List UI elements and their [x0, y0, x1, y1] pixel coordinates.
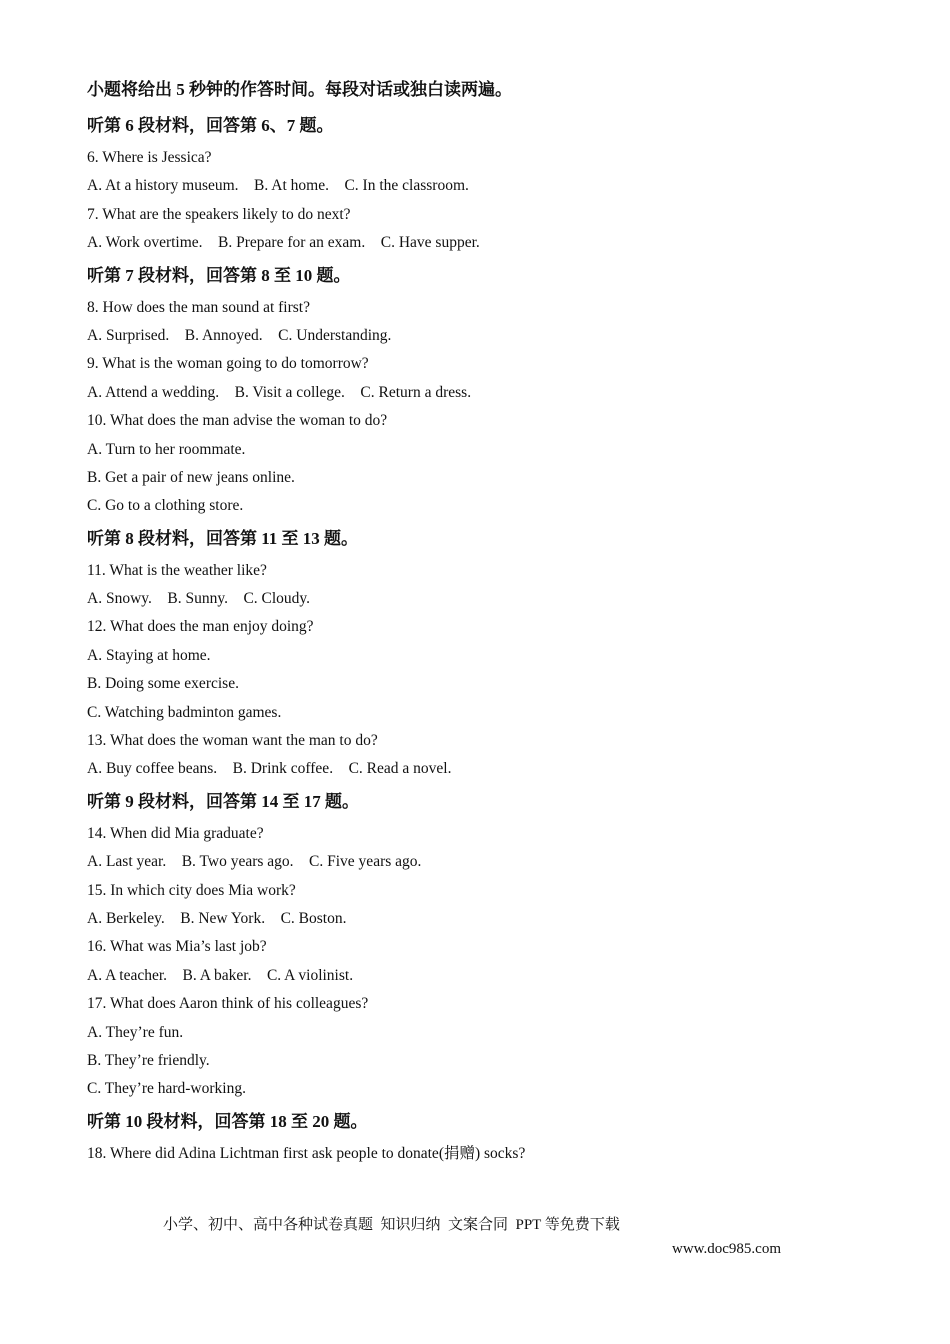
question-text: 13. What does the woman want the man to do?: [87, 732, 378, 750]
answer-options: A. Snowy. B. Sunny. C. Cloudy.: [87, 590, 311, 608]
section-heading: 听第 6 段材料，回答第 6、7 题。: [87, 116, 334, 135]
section-heading: 听第 10 段材料，回答第 18 至 20 题。: [87, 1111, 368, 1131]
question-text: 14. When did Mia graduate?: [87, 824, 264, 842]
answer-options: A. A teacher. B. A baker. C. A violinist.: [87, 966, 354, 984]
answer-options: A. Buy coffee beans. B. Drink coffee. C. Read a novel.: [87, 760, 452, 778]
question-text: 10. What does the man advise the woman to do?: [87, 412, 388, 430]
question-text: 17. What does Aaron think of his colleagues?: [87, 995, 369, 1013]
question-text: 15. In which city does Mia work?: [87, 881, 296, 899]
answer-options: B. Doing some exercise.: [87, 675, 239, 693]
section-heading: 听第 9 段材料，回答第 14 至 17 题。: [87, 791, 359, 811]
answer-options: A. They’re fun.: [87, 1023, 184, 1041]
question-text: 18. Where did Adina Lichtman first ask people to donate(捐赠) socks?: [87, 1144, 526, 1162]
answer-options: B. They’re friendly.: [87, 1051, 210, 1069]
answer-options: C. Watching badminton games.: [87, 703, 282, 721]
answer-options: A. Staying at home.: [87, 646, 211, 664]
question-text: 7. What are the speakers likely to do next?: [87, 205, 351, 223]
document-body: [87, 72, 887, 1168]
answer-options: C. Go to a clothing store.: [87, 497, 244, 515]
answer-options: A. Turn to her roommate.: [87, 440, 246, 458]
answer-options: A. Attend a wedding. B. Visit a college. C. Return a dress.: [87, 383, 472, 401]
question-text: 9. What is the woman going to do tomorrow?: [87, 355, 369, 373]
section-heading: 听第 8 段材料，回答第 11 至 13 题。: [87, 528, 359, 548]
section-heading: 小题将给出 5 秒钟的作答时间。每段对话或独白读两遍。: [87, 80, 512, 99]
question-text: 16. What was Mia’s last job?: [87, 938, 267, 956]
page-footer: [0, 1189, 950, 1261]
answer-options: A. Berkeley. B. New York. C. Boston.: [87, 909, 347, 927]
footer-text: 小学、初中、高中各种试卷真题 知识归纳 文案合同 PPT 等免费下载: [163, 1217, 620, 1233]
answer-options: A. Work overtime. B. Prepare for an exam. C. Have supper.: [87, 234, 480, 252]
question-text: 8. How does the man sound at first?: [87, 298, 310, 316]
answer-options: A. At a history museum. B. At home. C. In the classroom.: [87, 177, 469, 195]
question-text: 11. What is the weather like?: [87, 561, 267, 579]
answer-options: B. Get a pair of new jeans online.: [87, 468, 295, 486]
footer-url: www.doc985.com: [672, 1241, 782, 1257]
section-heading: 听第 7 段材料，回答第 8 至 10 题。: [87, 265, 351, 285]
answer-options: C. They’re hard-working.: [87, 1080, 246, 1098]
answer-options: A. Surprised. B. Annoyed. C. Understanding.: [87, 326, 392, 344]
answer-options: A. Last year. B. Two years ago. C. Five years ago.: [87, 853, 422, 871]
question-text: 6. Where is Jessica?: [87, 149, 212, 166]
question-text: 12. What does the man enjoy doing?: [87, 618, 314, 636]
